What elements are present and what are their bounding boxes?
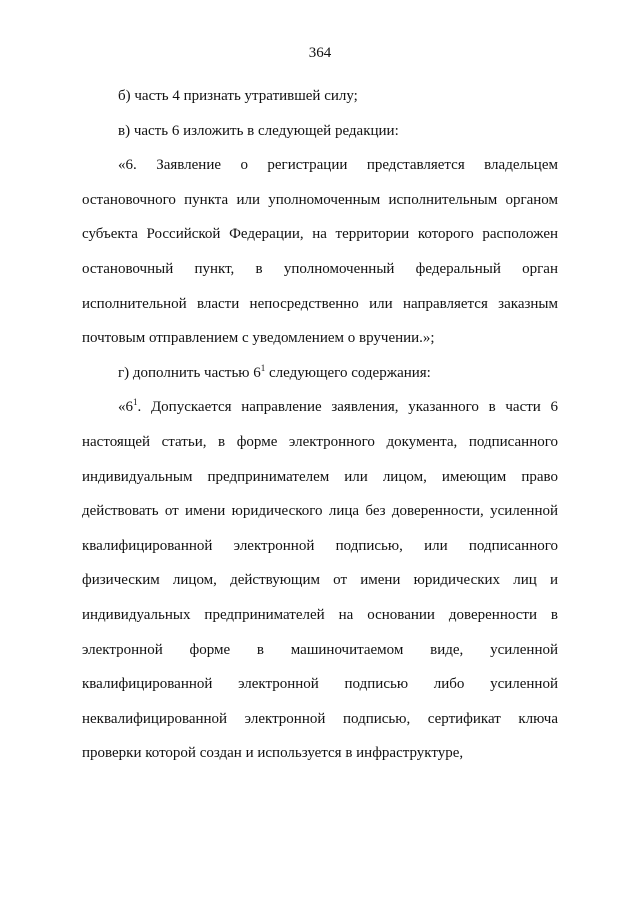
paragraph-6-1-prefix: «6: [118, 399, 133, 416]
paragraph-b: б) часть 4 признать утратившей силу;: [118, 88, 358, 104]
page-number: 364: [308, 45, 332, 61]
paragraph-g-text-after: следующего содержания:: [265, 364, 431, 381]
paragraph-g: [82, 356, 558, 391]
paragraph-part-6: «6. Заявление о регистрации представляется владельцем остановочного пункта или уполномоченным исполнительным органом субъекта Российской Федерации, на территории которого расположен остановочный пункт, в уполномоченный федеральный орган исполнительной власти непосредственно или направляется заказным почтовым отправлением с уведомлением о вручении.»;: [82, 157, 558, 347]
superscript-1: 1: [133, 397, 138, 408]
paragraph-g-text-before: г) дополнить частью 6: [118, 364, 261, 381]
paragraph-6-1-text: . Допускается направление заявления, указанного в части 6 настоящей статьи, в форме электронного документа, подписанного индивидуальным предпринимателем или лицом, имеющим право действовать от имени юридического лица без доверенности, усиленной квалифицированной электронной подписью, или подписанного физическим лицом, действующим от имени юридических лиц и индивидуальных предпринимателей на основании доверенности в электронной форме в машиночитаемом виде, усиленной квалифицированной электронной подписью либо усиленной неквалифицированной электронной подписью, сертификат ключа проверки которой создан и используется в инфраструктуре,: [82, 399, 558, 762]
paragraph-part-6-1: [82, 390, 558, 771]
paragraph-v: в) часть 6 изложить в следующей редакции:: [118, 122, 399, 139]
document-body: [82, 79, 558, 771]
superscript-1: 1: [260, 362, 266, 373]
